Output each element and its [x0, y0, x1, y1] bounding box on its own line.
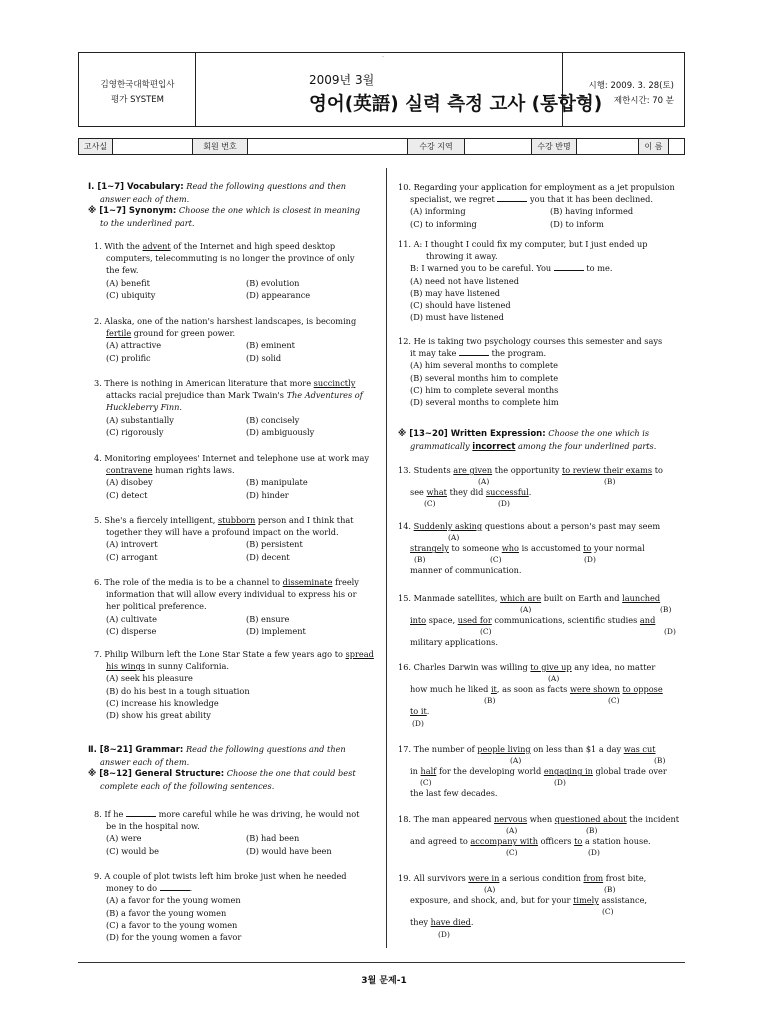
- q14-mark-a: (A): [448, 533, 460, 543]
- q15-part-d[interactable]: used for: [457, 615, 492, 626]
- q13-part-b[interactable]: to review their exams: [561, 465, 653, 475]
- q17-text: 17. The number of: [398, 744, 475, 754]
- written-expression-title: ※ [13~20] Written Expression:: [398, 429, 546, 439]
- q5-underlined: stubborn: [217, 515, 256, 525]
- q12-option-b[interactable]: (B) several months him to complete: [410, 372, 559, 383]
- q13-text: 13. Students: [398, 465, 451, 475]
- question-14: 14. Suddenly asking questions about a person's past may seem (A) strangely to someone who is accustomed to your normal (B) (C) (D) manner of communication.: [398, 520, 683, 577]
- q8-option-c[interactable]: (C) would be: [106, 845, 160, 856]
- class-field[interactable]: [577, 139, 639, 154]
- question-15: [398, 592, 683, 649]
- q2-option-a[interactable]: (A) attractive: [106, 340, 162, 351]
- q16-mark-b: (B): [484, 696, 496, 706]
- q10-option-c[interactable]: (C) to informing: [410, 218, 477, 229]
- q13-text-end: .: [528, 487, 532, 498]
- scan-dot: .: [382, 52, 384, 59]
- section-1-instruction: Read the following questions and then: [186, 181, 347, 191]
- q16-text-end: .: [426, 706, 430, 717]
- q15-part-e[interactable]: and: [639, 615, 656, 626]
- question-8: [94, 808, 379, 857]
- question-7: [94, 648, 379, 721]
- q13-mark-b: (B): [604, 477, 616, 487]
- q9-text-2b: .: [189, 883, 193, 894]
- q11-text-3b: to me.: [586, 263, 613, 274]
- q19-text-m4: assistance,: [601, 895, 648, 906]
- question-3: [94, 377, 379, 438]
- q10-option-d[interactable]: (D) to inform: [550, 218, 604, 229]
- q6-text: 6. The role of the media is to be a channel to: [94, 577, 281, 587]
- q18-part-c[interactable]: accompany with: [470, 836, 538, 847]
- question-11: [398, 238, 683, 323]
- q7-option-a[interactable]: (A) seek his pleasure: [106, 673, 193, 684]
- q1-option-c[interactable]: (C) ubiquity: [106, 289, 156, 300]
- org-system: 평가 SYSTEM: [110, 95, 164, 105]
- q8-option-b[interactable]: (B) had been: [246, 833, 300, 844]
- q16-text-m1: any idea, no matter: [574, 662, 656, 672]
- q18-text-m2: the incident: [629, 814, 680, 824]
- q2-option-c[interactable]: (C) prolific: [106, 352, 151, 363]
- q18-text-m5: a station house.: [584, 836, 651, 847]
- q12-blank: [459, 347, 489, 356]
- column-divider: [386, 168, 387, 948]
- q7-option-d[interactable]: (D) show his great ability: [106, 710, 211, 721]
- q5-option-c[interactable]: (C) arrogant: [106, 551, 158, 562]
- q18-mark-c: (C): [506, 848, 518, 858]
- q14-text-m2: to someone: [451, 543, 500, 554]
- q14-mark-c: (C): [490, 555, 502, 565]
- q14-text-m3: is accustomed: [521, 543, 581, 554]
- q18-text-m4: officers: [540, 836, 572, 847]
- q16-text-m3: , as soon as facts: [496, 684, 568, 695]
- exam-room-label: 고사실: [79, 139, 113, 154]
- q12-text-2: it may take: [410, 348, 457, 359]
- q12-option-d[interactable]: (D) several months to complete him: [410, 397, 559, 408]
- q2-underlined: fertile: [106, 328, 132, 339]
- q17-mark-d: (D): [554, 778, 566, 788]
- q1-text: 1. With the: [94, 241, 140, 251]
- q1-line-3: the few.: [106, 265, 139, 276]
- member-no-field[interactable]: [248, 139, 408, 154]
- section-2-instruction-2: answer each of them.: [100, 756, 190, 767]
- written-expression-instruction-2: grammatically: [410, 440, 470, 451]
- q2-option-d[interactable]: (D) solid: [246, 352, 282, 363]
- q1-option-a[interactable]: (A) benefit: [106, 277, 150, 288]
- q13-part-d[interactable]: successful: [485, 487, 529, 498]
- q7-underlined: spread: [345, 649, 374, 659]
- q9-option-c[interactable]: (C) a favor to the young women: [106, 919, 238, 930]
- region-label: 수강 지역: [408, 139, 465, 154]
- q15-part-c[interactable]: into: [410, 615, 427, 626]
- question-18: [398, 813, 683, 857]
- q11-option-a[interactable]: (A) need not have listened: [410, 275, 519, 286]
- q15-text-m3: communications, scientific studies: [494, 615, 638, 626]
- q19-part-b[interactable]: from: [583, 873, 604, 883]
- q17-part-b[interactable]: was cut: [623, 744, 656, 754]
- name-label: 이 름: [639, 139, 669, 154]
- q6-option-c[interactable]: (C) disperse: [106, 625, 157, 636]
- section-2-instruction: Read the following questions and then: [185, 744, 346, 754]
- q19-text-m2: frost bite,: [605, 873, 647, 883]
- q15-text-m2: space,: [428, 615, 456, 626]
- q3-option-c[interactable]: (C) rigorously: [106, 426, 164, 437]
- name-field[interactable]: [669, 139, 684, 154]
- q15-part-b[interactable]: launched: [622, 593, 661, 603]
- q19-part-d[interactable]: have died: [430, 917, 471, 928]
- footer-divider: [78, 962, 685, 963]
- q9-text-2: money to do: [106, 883, 158, 894]
- student-info-row: [78, 138, 685, 155]
- q10-line-1: 10. Regarding your application for employment as a jet propulsion: [398, 182, 675, 192]
- q17-mark-c: (C): [420, 778, 432, 788]
- q5-line-2: together they will have a profound impact on the world.: [106, 527, 339, 538]
- q14-part-c[interactable]: who: [501, 543, 519, 554]
- q3-option-a[interactable]: (A) substantially: [106, 414, 174, 425]
- q8-option-d[interactable]: (D) would have been: [246, 845, 332, 856]
- q16-part-e[interactable]: to it: [410, 706, 427, 717]
- q11-line-2: throwing it away.: [426, 251, 498, 262]
- q9-option-b[interactable]: (B) a favor the young women: [106, 907, 227, 918]
- section-1-header: [88, 181, 378, 229]
- q19-part-a[interactable]: were in: [468, 873, 500, 883]
- q7-underlined-2: his wings: [106, 661, 146, 672]
- header-org-cell: [79, 53, 196, 126]
- header-title-cell: [196, 53, 603, 126]
- q16-mark-a: (A): [548, 674, 560, 684]
- q19-text-end: .: [470, 917, 474, 928]
- q4-underlined: contravene: [106, 465, 153, 476]
- q19-mark-a: (A): [484, 885, 496, 895]
- synonym-instruction-2: to the underlined part.: [100, 217, 195, 228]
- q5-option-b[interactable]: (B) persistent: [246, 539, 303, 550]
- q13-part-c[interactable]: what: [426, 487, 447, 498]
- q8-blank: [126, 808, 156, 817]
- q3-text: 3. There is nothing in American literature that more: [94, 378, 312, 388]
- q15-mark-b: (B): [660, 605, 672, 615]
- q14-part-b[interactable]: strangely: [410, 543, 449, 554]
- section-1-instruction-2: answer each of them.: [100, 193, 190, 204]
- q2-line-1: 2. Alaska, one of the nation's harshest landscapes, is becoming: [94, 316, 357, 326]
- q7-text: 7. Philip Wilburn left the Lone Star State a few years ago to: [94, 649, 343, 659]
- q17-text-m3: for the developing world: [438, 766, 542, 777]
- written-expression-instruction: Choose the one which is: [548, 428, 650, 438]
- q9-option-a[interactable]: (A) a favor for the young women: [106, 895, 241, 906]
- q10-text-2b: you that it has been declined.: [530, 194, 653, 205]
- question-10: [398, 181, 683, 230]
- q4-text-b: human rights laws.: [155, 465, 235, 476]
- exam-room-field[interactable]: [113, 139, 193, 154]
- incorrect-emphasis: incorrect: [472, 441, 516, 452]
- q9-option-d[interactable]: (D) for the young women a favor: [106, 932, 242, 943]
- q13-text-m1: the opportunity: [494, 465, 560, 475]
- q18-part-a[interactable]: nervous: [494, 814, 528, 824]
- question-19: [398, 872, 683, 939]
- q11-text-3: B: I warned you to be careful. You: [410, 263, 552, 274]
- q18-mark-a: (A): [506, 826, 518, 836]
- q3-line-2: attacks racial prejudice than Mark Twain's: [106, 390, 284, 401]
- q16-part-a[interactable]: to give up: [530, 662, 572, 672]
- q15-mark-d: (D): [664, 627, 676, 637]
- q4-option-a[interactable]: (A) disobey: [106, 477, 153, 488]
- q13-part-a[interactable]: are given: [453, 465, 493, 475]
- q7-text-b: in sunny California.: [147, 661, 230, 672]
- q4-option-b[interactable]: (B) manipulate: [246, 477, 308, 488]
- general-structure-instruction: Choose the one that could best: [226, 768, 356, 778]
- q6-option-d[interactable]: (D) implement: [246, 625, 306, 636]
- q9-blank: [160, 882, 190, 891]
- q4-line-1: 4. Monitoring employees' Internet and telephone use at work may: [94, 453, 369, 463]
- q17-part-a[interactable]: people living: [477, 744, 531, 754]
- q5-text-b: person and I think that: [257, 515, 354, 525]
- q16-text: 16. Charles Darwin was willing: [398, 662, 528, 672]
- question-9: [94, 870, 379, 943]
- q17-mark-b: (B): [654, 756, 666, 766]
- q1-option-b[interactable]: (B) evolution: [246, 277, 300, 288]
- page-number: 3월 문제-1: [361, 976, 407, 986]
- q17-text-m1: on less than $1 a day: [533, 744, 622, 754]
- q16-mark-c: (C): [608, 696, 620, 706]
- general-structure-instruction-2: complete each of the following sentences.: [100, 780, 275, 791]
- q12-text-2b: the program.: [491, 348, 547, 359]
- q8-option-a[interactable]: (A) were: [106, 833, 142, 844]
- q15-text-m1: built on Earth and: [543, 593, 620, 603]
- synonym-instruction: Choose the one which is closest in meaning: [178, 205, 361, 215]
- q11-line-1: 11. A: I thought I could fix my computer, but I just ended up: [398, 239, 648, 249]
- q5-text: 5. She's a fiercely intelligent,: [94, 515, 216, 525]
- time-limit: 제한시간: 70 분: [613, 96, 674, 106]
- q7-option-c[interactable]: (C) increase his knowledge: [106, 697, 219, 708]
- q1-text-b: of the Internet and high speed desktop: [173, 241, 336, 251]
- q19-mark-d: (D): [438, 929, 450, 939]
- q12-option-a[interactable]: (A) him several months to complete: [410, 360, 558, 371]
- q15-part-a[interactable]: which are: [500, 593, 542, 603]
- q6-option-a[interactable]: (A) cultivate: [106, 613, 157, 624]
- q19-text-m3: exposure, and shock, and, but for your: [410, 895, 571, 906]
- q10-blank: [497, 193, 527, 202]
- q19-text-m1: a serious condition: [502, 873, 581, 883]
- q19-mark-b: (B): [604, 885, 616, 895]
- section-2-title: Ⅱ. [8~21] Grammar:: [88, 745, 184, 755]
- q13-text-m2: to: [654, 465, 663, 475]
- q18-part-d[interactable]: to: [574, 836, 583, 847]
- q19-mark-c: (C): [602, 907, 614, 917]
- q6-line-3: her political preference.: [106, 601, 207, 612]
- q13-mark-c: (C): [424, 499, 436, 509]
- question-13: [398, 464, 683, 508]
- q11-option-d[interactable]: (D) must have listened: [410, 312, 504, 323]
- q14-line-3: manner of communication.: [410, 565, 522, 576]
- q18-part-b[interactable]: questioned about: [554, 814, 627, 824]
- q14-part-a[interactable]: Suddenly asking: [413, 521, 483, 531]
- q14-mark-b: (B): [414, 555, 426, 565]
- q18-mark-d: (D): [588, 848, 600, 858]
- q18-text-m3: and agreed to: [410, 836, 468, 847]
- q8-text-b: more careful while he was driving, he would not: [158, 809, 360, 819]
- q11-option-c[interactable]: (C) should have listened: [410, 300, 511, 311]
- q6-text-b: freely: [335, 577, 359, 587]
- q8-line-2: be in the hospital now.: [106, 821, 200, 832]
- q19-text: 19. All survivors: [398, 873, 466, 883]
- q6-underlined: disseminate: [282, 577, 333, 587]
- q15-text: 15. Manmade satellites,: [398, 593, 498, 603]
- q3-option-d[interactable]: (D) ambiguously: [246, 426, 315, 437]
- q4-option-d[interactable]: (D) hinder: [246, 489, 289, 500]
- q11-blank: [554, 262, 584, 271]
- q17-part-d[interactable]: engaging in: [543, 766, 593, 777]
- synonym-subsection-title: ※ [1~7] Synonym:: [88, 206, 177, 216]
- q8-text: 8. If he: [94, 809, 124, 819]
- q15-mark-a: (A): [520, 605, 532, 615]
- exam-title: 영어(英語) 실력 측정 고사 (통합형): [309, 94, 603, 115]
- q14-text-m4: your normal: [594, 543, 645, 554]
- q18-mark-b: (B): [586, 826, 598, 836]
- q10-option-b[interactable]: (B) having informed: [550, 206, 634, 217]
- q15-line-3: military applications.: [410, 637, 498, 648]
- q13-text-m3: see: [410, 487, 424, 498]
- q5-option-a[interactable]: (A) introvert: [106, 539, 158, 550]
- question-17: [398, 743, 683, 800]
- q13-text-m4: they did: [449, 487, 484, 498]
- q16-mark-d: (D): [412, 718, 424, 728]
- q10-option-a[interactable]: (A) informing: [410, 206, 466, 217]
- question-12: [398, 335, 683, 408]
- q3-underlined: succinctly: [313, 378, 356, 388]
- region-field[interactable]: [465, 139, 532, 154]
- section-1-title: Ⅰ. [1~7] Vocabulary:: [88, 182, 184, 192]
- q12-line-1: 12. He is taking two psychology courses this semester and says: [398, 336, 663, 346]
- q17-line-3: the last few decades.: [410, 788, 498, 799]
- q2-option-b[interactable]: (B) eminent: [246, 340, 295, 351]
- question-2: [94, 315, 379, 364]
- q16-text-m2: how much he liked: [410, 684, 489, 695]
- q3-option-b[interactable]: (B) concisely: [246, 414, 300, 425]
- class-label: 수강 반명: [532, 139, 577, 154]
- q6-option-b[interactable]: (B) ensure: [246, 613, 290, 624]
- q14-mark-d: (D): [584, 555, 596, 565]
- q9-line-1: 9. A couple of plot twists left him broke just when he needed: [94, 871, 347, 881]
- org-name: 김영한국대학편입사: [100, 80, 175, 90]
- q17-mark-a: (A): [510, 756, 522, 766]
- member-no-label: 회원 번호: [193, 139, 248, 154]
- written-expression-instruction-3: among the four underlined parts.: [518, 440, 657, 451]
- q16-part-d[interactable]: to oppose: [622, 684, 663, 695]
- exam-year-month: 2009년 3월: [309, 73, 375, 87]
- question-6: [94, 576, 379, 637]
- question-5: [94, 514, 379, 563]
- q15-mark-c: (C): [480, 627, 492, 637]
- q10-text-2: specialist, we regret: [410, 194, 495, 205]
- q4-option-c[interactable]: (C) detect: [106, 489, 148, 500]
- question-16: [398, 661, 683, 728]
- q14-text-m1: questions about a person's past may seem: [484, 521, 661, 531]
- q5-option-d[interactable]: (D) decent: [246, 551, 290, 562]
- q13-mark-a: (A): [478, 477, 490, 487]
- q16-part-c[interactable]: were shown: [569, 684, 620, 695]
- q17-text-m2: in: [410, 766, 418, 777]
- q16-part-b[interactable]: it: [490, 684, 497, 695]
- q3-line-3: Huckleberry Finn.: [106, 402, 183, 413]
- q18-text-m1: when: [529, 814, 553, 824]
- q14-part-d[interactable]: to: [583, 543, 592, 554]
- q7-option-b[interactable]: (B) do his best in a tough situation: [106, 685, 250, 696]
- header-info-cell: [563, 53, 684, 126]
- q1-underlined: advent: [142, 241, 171, 251]
- q19-part-c[interactable]: timely: [573, 895, 599, 906]
- q11-option-b[interactable]: (B) may have listened: [410, 287, 501, 298]
- q1-line-2: computers, telecommuting is no longer the province of only: [106, 253, 355, 264]
- question-4: [94, 452, 379, 501]
- general-structure-title: ※ [8~12] General Structure:: [88, 769, 225, 779]
- exam-header: [78, 52, 685, 127]
- exam-date: 시행: 2009. 3. 28(토): [588, 81, 674, 91]
- q13-mark-d: (D): [498, 499, 510, 509]
- section-3-header: [398, 428, 686, 453]
- q12-option-c[interactable]: (C) him to complete several months: [410, 384, 559, 395]
- q6-line-2: information that will allow every individual to express his or: [106, 589, 357, 600]
- question-1: [94, 240, 379, 301]
- section-2-header: [88, 744, 378, 792]
- q19-text-m5: they: [410, 917, 429, 928]
- q2-text-b: ground for green power.: [133, 328, 236, 339]
- q3-book-title: The Adventures of: [286, 390, 363, 401]
- q17-part-c[interactable]: half: [420, 766, 437, 777]
- q1-option-d[interactable]: (D) appearance: [246, 289, 311, 300]
- q18-text: 18. The man appeared: [398, 814, 492, 824]
- q17-text-m4: global trade over: [595, 766, 667, 777]
